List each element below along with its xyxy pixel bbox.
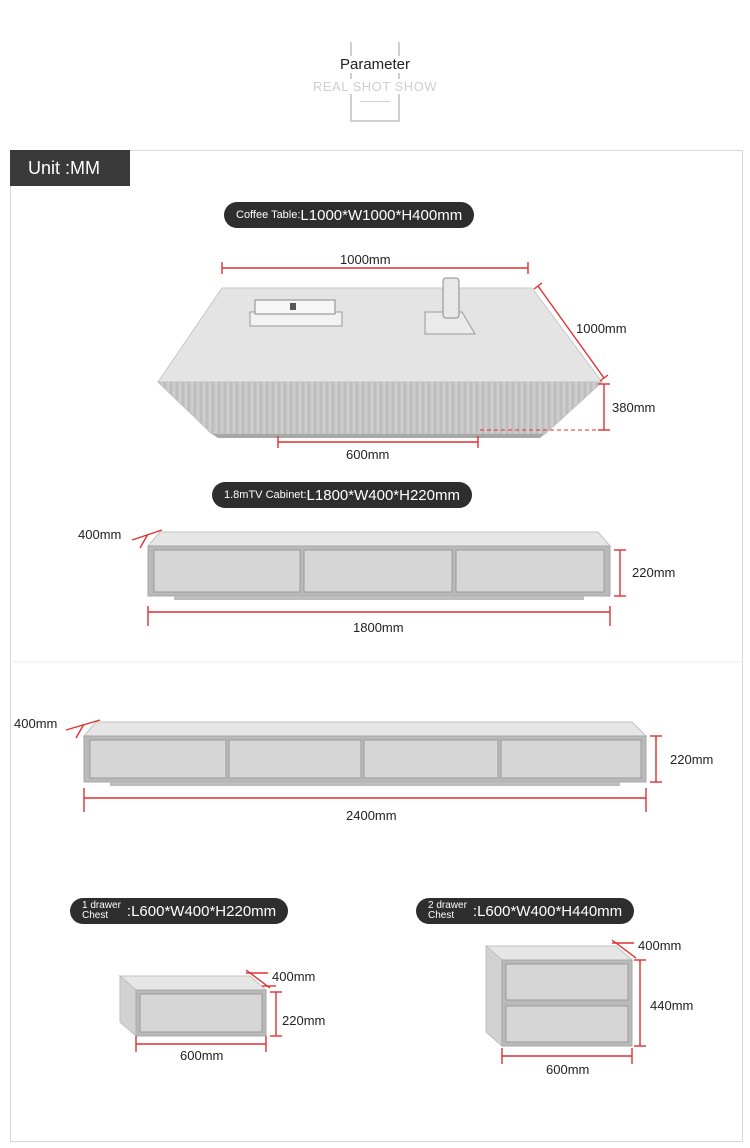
tv-cabinet-1800-depth-dim: 400mm [78, 527, 122, 542]
tv-cabinet-2400-height-dim: 220mm [670, 752, 714, 767]
chest-1-drawer-name [82, 901, 121, 921]
tv-cabinet-1800-label [212, 482, 472, 508]
chest-2-drawer-name-line2: Chest [428, 910, 455, 921]
tv-cabinet-1800-name: 1.8mTV Cabinet: [224, 489, 307, 501]
tv-cabinet-1800-spec: L1800*W400*H220mm [306, 486, 460, 504]
chest-1-drawer-depth-dim: 400mm [272, 969, 316, 984]
tv-cabinet-1800-length-dim: 1800mm [353, 620, 404, 635]
tv-cabinet-2400-depth-dim: 400mm [14, 716, 58, 731]
chest-2-drawer-label [416, 898, 634, 924]
section-title: Parameter [0, 56, 750, 73]
tv-cabinet-2400-drawing [84, 722, 646, 786]
chest-2-drawer-depth-dim: 400mm [638, 938, 682, 953]
chest-1-drawer-drawing [120, 976, 266, 1036]
chest-2-drawer-length-dim: 600mm [546, 1062, 590, 1077]
chest-2-drawer-spec: :L600*W400*H440mm [472, 902, 623, 920]
tv-cabinet-1800-height-dim: 220mm [632, 565, 676, 580]
coffee-table-drawing [158, 278, 602, 438]
coffee-table-spec: L1000*W1000*H400mm [300, 206, 463, 224]
chest-1-drawer-height-dim: 220mm [282, 1013, 326, 1028]
tv-cabinet-2400-length-dim: 2400mm [346, 808, 397, 823]
chest-1-drawer-length-dim: 600mm [180, 1048, 224, 1063]
chest-2-drawer-name-line1: 2 drawer [428, 900, 467, 911]
chest-1-drawer-name-line1: 1 drawer [82, 900, 121, 911]
coffee-table-height-dim: 380mm [612, 400, 656, 415]
coffee-table-width-dim: 1000mm [576, 321, 627, 336]
chest-2-drawer-name [428, 901, 467, 921]
section-subtitle: REAL SHOT SHOW [0, 79, 750, 94]
unit-tab: Unit :MM [10, 150, 130, 186]
coffee-table-label [224, 202, 474, 228]
tv-cabinet-1800-drawing [148, 532, 610, 600]
coffee-table-base-dim: 600mm [346, 447, 390, 462]
coffee-table-name: Coffee Table: [236, 209, 301, 221]
coffee-table-length-dim: 1000mm [340, 252, 391, 267]
chest-2-drawer-height-dim: 440mm [650, 998, 694, 1013]
chest-1-drawer-name-line2: Chest [82, 910, 109, 921]
chest-1-drawer-label [70, 898, 288, 924]
chest-2-drawer-drawing [486, 946, 632, 1046]
chest-1-drawer-spec: :L600*W400*H220mm [126, 902, 277, 920]
